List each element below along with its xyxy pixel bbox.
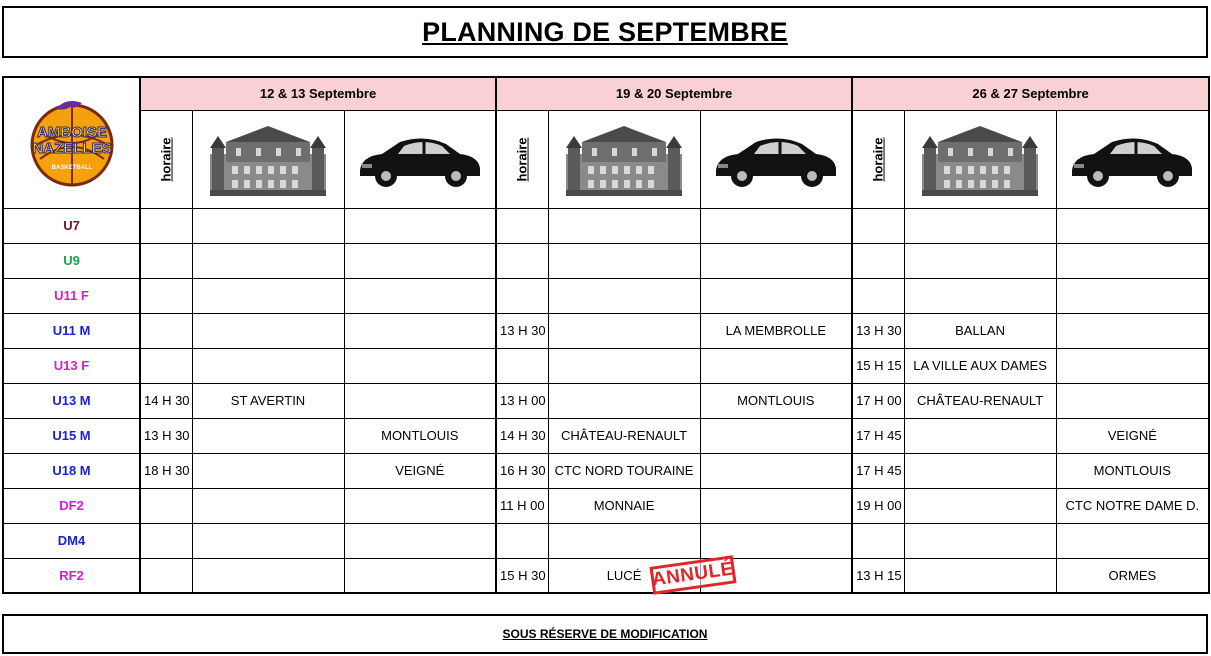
time-cell xyxy=(140,488,192,523)
home-venue-cell xyxy=(548,313,700,348)
away-venue-cell: CTC NOTRE DAME D. xyxy=(1056,488,1209,523)
away-venue-cell xyxy=(700,348,852,383)
category-label: U13 M xyxy=(3,383,140,418)
away-venue-cell: VEIGNÉ xyxy=(1056,418,1209,453)
table-row xyxy=(3,453,1209,488)
table-row xyxy=(3,523,1209,558)
home-venue-cell: CTC NORD TOURAINE xyxy=(548,453,700,488)
home-venue-cell xyxy=(904,523,1056,558)
away-venue-cell xyxy=(700,523,852,558)
away-venue-cell xyxy=(344,383,496,418)
time-cell: 13 H 15 xyxy=(852,558,904,593)
home-venue-cell xyxy=(904,243,1056,278)
category-label: DM4 xyxy=(3,523,140,558)
horaire-header-3 xyxy=(852,110,904,208)
table-row xyxy=(3,348,1209,383)
away-venue-cell: MONTLOUIS xyxy=(344,418,496,453)
title-box xyxy=(2,6,1208,58)
time-cell: 11 H 00 xyxy=(496,488,548,523)
category-label: U7 xyxy=(3,208,140,243)
home-venue-cell xyxy=(192,418,344,453)
home-venue-cell xyxy=(904,278,1056,313)
week-header-1: 12 & 13 Septembre xyxy=(140,77,496,110)
time-cell xyxy=(496,523,548,558)
car-icon xyxy=(1066,126,1198,190)
away-venue-cell xyxy=(1056,313,1209,348)
time-cell xyxy=(852,278,904,313)
away-column-header-1 xyxy=(344,110,496,208)
logo-text-2: NAZELLES xyxy=(31,140,112,158)
away-venue-cell: MONTLOUIS xyxy=(1056,453,1209,488)
table-row xyxy=(3,488,1209,523)
week-header-2: 19 & 20 Septembre xyxy=(496,77,852,110)
time-cell xyxy=(496,278,548,313)
home-venue-cell xyxy=(904,418,1056,453)
planning-table xyxy=(2,76,1210,594)
logo-text-1: AMBOISE xyxy=(36,124,107,142)
home-venue-cell xyxy=(904,558,1056,593)
home-venue-cell xyxy=(548,383,700,418)
home-venue-cell: LUCÉ xyxy=(548,558,700,593)
time-cell: 13 H 30 xyxy=(140,418,192,453)
time-cell xyxy=(496,348,548,383)
time-cell xyxy=(140,348,192,383)
category-label: DF2 xyxy=(3,488,140,523)
home-venue-cell xyxy=(192,523,344,558)
home-venue-cell xyxy=(192,488,344,523)
home-venue-cell xyxy=(192,348,344,383)
time-cell: 18 H 30 xyxy=(140,453,192,488)
away-venue-cell xyxy=(700,208,852,243)
home-venue-cell xyxy=(548,208,700,243)
home-venue-cell xyxy=(192,313,344,348)
time-cell: 13 H 30 xyxy=(852,313,904,348)
horaire-label: horaire xyxy=(158,136,174,182)
category-label: RF2 xyxy=(3,558,140,593)
home-venue-cell xyxy=(192,453,344,488)
away-venue-cell xyxy=(344,488,496,523)
away-venue-cell xyxy=(1056,523,1209,558)
away-venue-cell xyxy=(344,208,496,243)
car-icon xyxy=(710,126,842,190)
away-venue-cell: ORMES xyxy=(1056,558,1209,593)
time-cell xyxy=(496,208,548,243)
time-cell xyxy=(852,243,904,278)
table-row xyxy=(3,313,1209,348)
away-venue-cell xyxy=(344,313,496,348)
home-venue-cell: CHÂTEAU-RENAULT xyxy=(548,418,700,453)
time-cell xyxy=(852,208,904,243)
away-venue-cell xyxy=(700,418,852,453)
time-cell xyxy=(852,523,904,558)
time-cell xyxy=(140,313,192,348)
time-cell xyxy=(140,558,192,593)
away-column-header-2 xyxy=(700,110,852,208)
time-cell: 15 H 15 xyxy=(852,348,904,383)
table-row xyxy=(3,418,1209,453)
time-cell: 13 H 30 xyxy=(496,313,548,348)
category-label: U18 M xyxy=(3,453,140,488)
chateau-icon xyxy=(918,120,1042,196)
home-venue-cell: CHÂTEAU-RENAULT xyxy=(904,383,1056,418)
home-venue-cell xyxy=(192,278,344,313)
chateau-icon xyxy=(206,120,330,196)
category-label: U11 M xyxy=(3,313,140,348)
category-label: U15 M xyxy=(3,418,140,453)
horaire-label: horaire xyxy=(870,136,886,182)
away-venue-cell xyxy=(344,278,496,313)
time-cell xyxy=(140,523,192,558)
home-venue-cell xyxy=(548,243,700,278)
away-venue-cell xyxy=(344,523,496,558)
home-venue-cell: ST AVERTIN xyxy=(192,383,344,418)
away-venue-cell xyxy=(1056,383,1209,418)
away-venue-cell xyxy=(1056,278,1209,313)
table-row xyxy=(3,208,1209,243)
horaire-label: horaire xyxy=(514,136,530,182)
home-venue-cell xyxy=(192,243,344,278)
page-title: PLANNING DE SEPTEMBRE xyxy=(422,16,788,47)
table-row xyxy=(3,243,1209,278)
away-venue-cell: LA MEMBROLLE xyxy=(700,313,852,348)
time-cell: 16 H 30 xyxy=(496,453,548,488)
home-venue-cell: BALLAN xyxy=(904,313,1056,348)
time-cell xyxy=(140,243,192,278)
home-column-header-2 xyxy=(548,110,700,208)
away-venue-cell xyxy=(700,488,852,523)
away-venue-cell xyxy=(700,243,852,278)
away-venue-cell xyxy=(700,278,852,313)
time-cell: 13 H 00 xyxy=(496,383,548,418)
away-venue-cell: VEIGNÉ xyxy=(344,453,496,488)
footer-box xyxy=(2,614,1208,654)
home-venue-cell xyxy=(548,278,700,313)
home-venue-cell xyxy=(904,488,1056,523)
home-venue-cell xyxy=(548,348,700,383)
table-row xyxy=(3,383,1209,418)
week-header-3: 26 & 27 Septembre xyxy=(852,77,1209,110)
home-column-header-1 xyxy=(192,110,344,208)
category-label: U11 F xyxy=(3,278,140,313)
time-cell: 19 H 00 xyxy=(852,488,904,523)
home-venue-cell xyxy=(904,208,1056,243)
cancelled-stamp: ANNULÉ xyxy=(649,555,736,594)
time-cell: 14 H 30 xyxy=(140,383,192,418)
home-column-header-3 xyxy=(904,110,1056,208)
time-cell xyxy=(140,208,192,243)
home-venue-cell xyxy=(192,208,344,243)
home-venue-cell xyxy=(192,558,344,593)
home-venue-cell xyxy=(548,523,700,558)
table-row xyxy=(3,558,1209,593)
table-row xyxy=(3,278,1209,313)
time-cell: 17 H 45 xyxy=(852,418,904,453)
home-venue-cell: LA VILLE AUX DAMES xyxy=(904,348,1056,383)
club-logo xyxy=(26,95,118,187)
time-cell: 14 H 30 xyxy=(496,418,548,453)
category-label: U9 xyxy=(3,243,140,278)
away-venue-cell xyxy=(344,558,496,593)
away-venue-cell xyxy=(344,348,496,383)
away-venue-cell xyxy=(700,453,852,488)
car-icon xyxy=(354,126,486,190)
away-venue-cell xyxy=(1056,348,1209,383)
category-label: U13 F xyxy=(3,348,140,383)
logo-text-3: BASKETBALL xyxy=(51,165,92,172)
home-venue-cell xyxy=(904,453,1056,488)
away-venue-cell xyxy=(344,243,496,278)
away-venue-cell: MONTLOUIS xyxy=(700,383,852,418)
time-cell: 17 H 00 xyxy=(852,383,904,418)
away-column-header-3 xyxy=(1056,110,1209,208)
time-cell xyxy=(496,243,548,278)
footer-note: SOUS RÉSERVE DE MODIFICATION xyxy=(502,627,708,641)
horaire-header-2 xyxy=(496,110,548,208)
time-cell xyxy=(140,278,192,313)
time-cell: 17 H 45 xyxy=(852,453,904,488)
away-venue-cell xyxy=(1056,243,1209,278)
time-cell: 15 H 30 xyxy=(496,558,548,593)
away-venue-cell xyxy=(1056,208,1209,243)
home-venue-cell: MONNAIE xyxy=(548,488,700,523)
horaire-header-1 xyxy=(140,110,192,208)
chateau-icon xyxy=(562,120,686,196)
club-logo-cell xyxy=(3,77,140,208)
